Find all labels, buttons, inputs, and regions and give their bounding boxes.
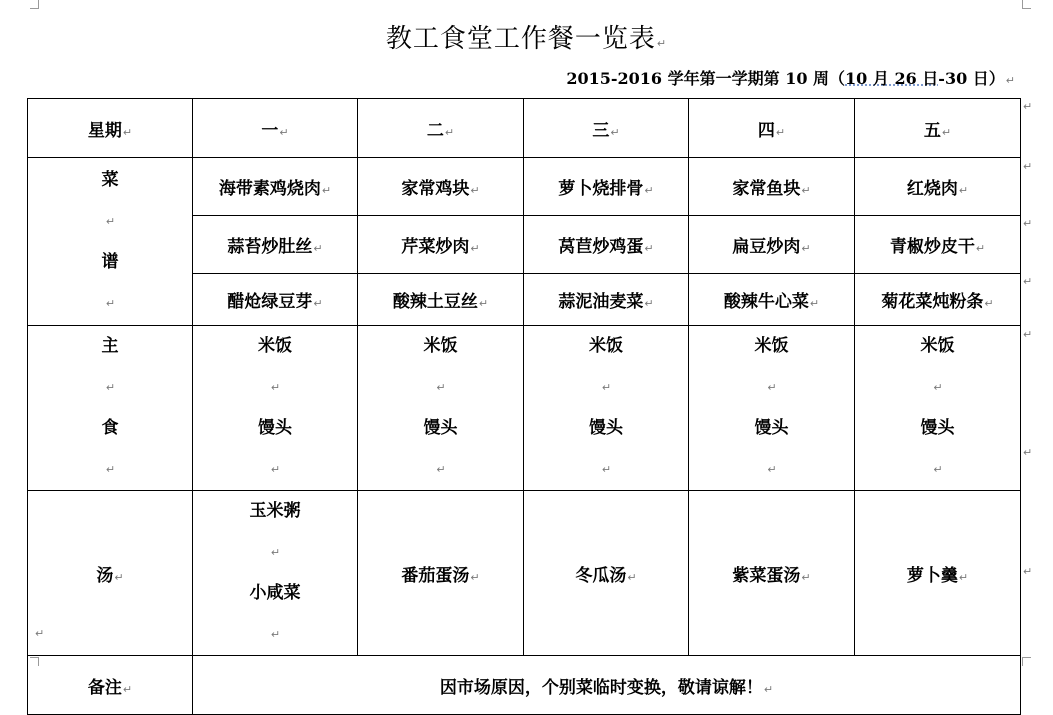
note-row [28, 656, 1021, 715]
paragraph-mark-icon [194, 367, 357, 408]
dish-cell: 蒜苔炒肚丝 ↵ [193, 216, 358, 274]
page-corner-mark [1022, 657, 1031, 666]
cell-mark-icon [942, 126, 951, 139]
paragraph-mark-icon [29, 283, 192, 324]
paragraph-mark-icon [359, 449, 523, 490]
dishes-label-cell: 菜 ↵ 谱 ↵ [28, 158, 193, 326]
paragraph-mark-icon [690, 449, 854, 490]
paragraph-mark-icon [29, 367, 192, 408]
cell-mark-icon [123, 126, 132, 139]
soup-cell: 萝卜羹 ↵ [855, 491, 1021, 656]
paragraph-mark-icon [657, 37, 667, 50]
paragraph-mark-icon [359, 367, 523, 408]
staple-cell: 米饭 ↵ 馒头 ↵ [855, 326, 1021, 491]
cell-mark-icon [959, 571, 968, 584]
dish-cell: 扁豆炒肉 ↵ [689, 216, 855, 274]
cell-mark-icon [976, 242, 985, 255]
cell-mark-icon [313, 242, 322, 255]
page-corner-mark [1022, 0, 1031, 9]
cell-mark-icon [123, 683, 132, 696]
paragraph-mark-icon [29, 201, 192, 242]
staple-cell: 米饭 ↵ 馒头 ↵ [358, 326, 524, 491]
document-subtitle: 2015-2016 学年第一学期第 10 周（10 月 26 日-30 日） ↵ [566, 66, 1015, 89]
dish-cell: 蒜泥油麦菜 ↵ [524, 274, 689, 326]
staple-label-cell: 主 ↵ 食 ↵ [28, 326, 193, 491]
cell-mark-icon [644, 297, 653, 310]
dish-cell: 醋炝绿豆芽 ↵ [193, 274, 358, 326]
weekday-label-cell: 星期 ↵ [28, 99, 193, 158]
soup-cell: 紫菜蛋汤 ↵ [689, 491, 855, 656]
cell-mark-icon [279, 126, 288, 139]
cell-mark-icon [627, 571, 636, 584]
dish-cell: 青椒炒皮干 ↵ [855, 216, 1021, 274]
paragraph-mark-icon [194, 532, 357, 573]
cell-mark-icon [644, 184, 653, 197]
paragraph-mark-icon [1006, 74, 1015, 87]
soup-cell: 冬瓜汤 ↵ [524, 491, 689, 656]
row-end-mark-icon [1023, 275, 1032, 288]
dish-cell: 海带素鸡烧肉 ↵ [193, 158, 358, 216]
dish-cell: 芹菜炒肉 ↵ [358, 216, 524, 274]
day-header-cell: 五 ↵ [855, 99, 1021, 158]
paragraph-mark-icon [194, 614, 357, 655]
paragraph-mark-icon [29, 449, 192, 490]
row-end-mark-icon [1023, 565, 1032, 578]
dish-cell: 莴苣炒鸡蛋 ↵ [524, 216, 689, 274]
staple-cell: 米饭 ↵ 馒头 ↵ [193, 326, 358, 491]
day-header-cell: 一 ↵ [193, 99, 358, 158]
cell-mark-icon [313, 297, 322, 310]
cell-mark-icon [959, 184, 968, 197]
cell-mark-icon [801, 571, 810, 584]
cell-mark-icon [470, 184, 479, 197]
row-end-mark-icon [1023, 446, 1032, 459]
page-corner-mark [30, 0, 39, 9]
dish-cell: 家常鸡块 ↵ [358, 158, 524, 216]
row-end-mark-icon [1023, 328, 1032, 341]
menu-table [27, 98, 1021, 715]
cell-mark-icon [470, 242, 479, 255]
cell-mark-icon [610, 126, 619, 139]
document-title: 教工食堂工作餐一览表 ↵ [0, 18, 1053, 55]
row-end-mark-icon [1023, 100, 1032, 113]
soup-label-cell: 汤 ↵ [28, 491, 193, 656]
cell-mark-icon [322, 184, 331, 197]
paragraph-mark-icon [525, 449, 688, 490]
day-header-cell: 三 ↵ [524, 99, 689, 158]
staple-cell: 米饭 ↵ 馒头 ↵ [524, 326, 689, 491]
day-header-cell: 二 ↵ [358, 99, 524, 158]
paragraph-mark-icon [856, 367, 1020, 408]
dish-cell: 萝卜烧排骨 ↵ [524, 158, 689, 216]
paragraph-mark-icon [525, 367, 688, 408]
row-end-mark-icon [1023, 217, 1032, 230]
cell-mark-icon [984, 297, 993, 310]
soup-cell: 番茄蛋汤 ↵ [358, 491, 524, 656]
cell-mark-icon [479, 297, 488, 310]
dish-row [28, 158, 1021, 216]
cell-mark-icon [470, 571, 479, 584]
soup-row [28, 491, 1021, 656]
paragraph-mark-icon [35, 627, 44, 640]
cell-mark-icon [810, 297, 819, 310]
note-text-cell: 因市场原因，个别菜临时变换，敬请谅解！ ↵ [193, 656, 1021, 715]
cell-mark-icon [801, 242, 810, 255]
cell-mark-icon [764, 683, 773, 696]
dish-cell: 红烧肉 ↵ [855, 158, 1021, 216]
dish-cell: 酸辣牛心菜 ↵ [689, 274, 855, 326]
soup-cell: 玉米粥 ↵ 小咸菜 ↵ [193, 491, 358, 656]
staple-cell: 米饭 ↵ 馒头 ↵ [689, 326, 855, 491]
cell-mark-icon [801, 184, 810, 197]
day-header-cell: 四 ↵ [689, 99, 855, 158]
paragraph-mark-icon [690, 367, 854, 408]
dish-cell: 酸辣土豆丝 ↵ [358, 274, 524, 326]
staple-row [28, 326, 1021, 491]
cell-mark-icon [776, 126, 785, 139]
row-end-mark-icon [1023, 160, 1032, 173]
note-label-cell: 备注 ↵ [28, 656, 193, 715]
cell-mark-icon [445, 126, 454, 139]
dish-cell: 菊花菜炖粉条 ↵ [855, 274, 1021, 326]
dish-cell: 家常鱼块 ↵ [689, 158, 855, 216]
paragraph-mark-icon [194, 449, 357, 490]
table-header-row [28, 99, 1021, 158]
paragraph-mark-icon [856, 449, 1020, 490]
cell-mark-icon [644, 242, 653, 255]
cell-mark-icon [114, 571, 123, 584]
